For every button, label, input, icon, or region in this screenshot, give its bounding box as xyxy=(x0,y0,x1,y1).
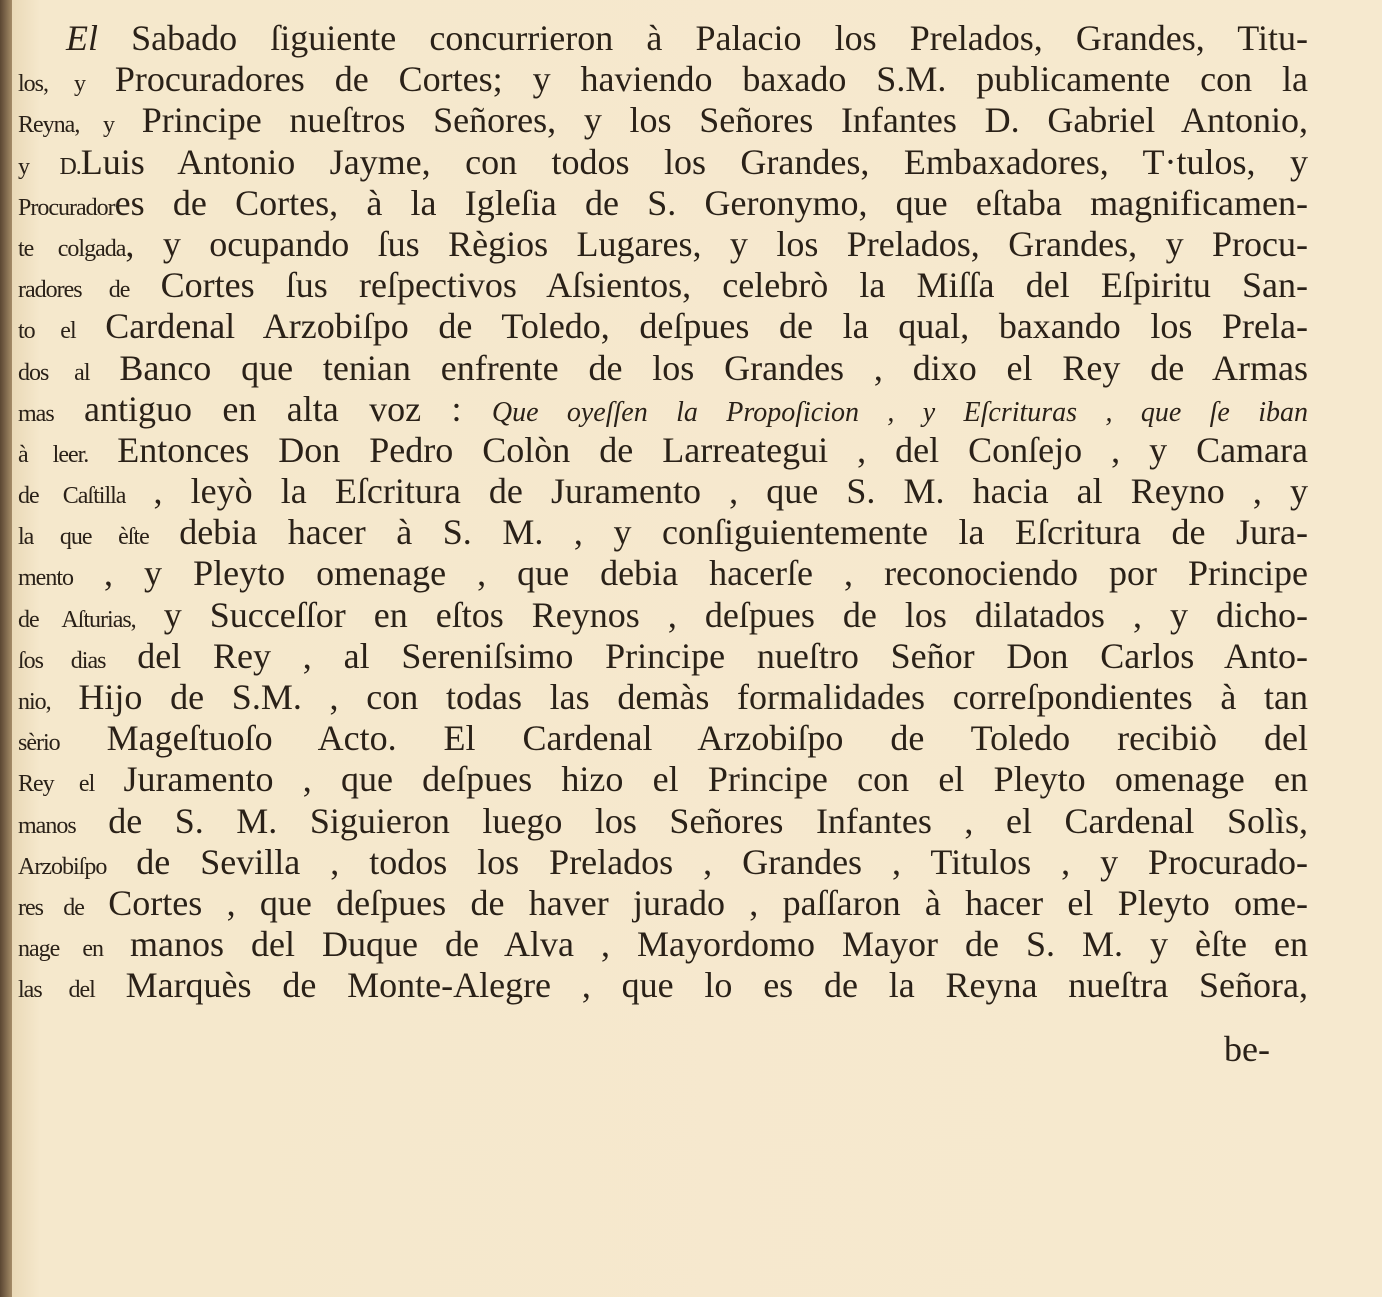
line-start: radores de xyxy=(18,277,130,304)
line-start: manos xyxy=(18,812,76,839)
line-body: Sabado ſiguiente concurrieron à Palacio los Prelados, Grandes, Titu- xyxy=(98,18,1308,58)
line-body: de S. M. Siguieron luego los Señores Infantes , el Cardenal Solìs, xyxy=(75,800,1308,841)
line-start: Arzobiſpo xyxy=(18,853,107,880)
text-line xyxy=(18,18,1308,59)
line-body: Cortes , que deſpues de haver jurado , paſſaron à hacer el Pleyto ome- xyxy=(83,882,1308,923)
text-line xyxy=(18,718,1308,759)
line-start: dos al xyxy=(18,359,90,386)
line-start: la que èſte xyxy=(18,524,149,551)
text-line xyxy=(18,224,1308,265)
line-start: Reyna, y xyxy=(18,112,115,139)
text-line xyxy=(18,801,1308,842)
line-start: nio, xyxy=(18,689,51,715)
catchword: be- xyxy=(1224,1028,1270,1069)
line-body: Entonces Don Pedro Colòn de Larreategui , del Conſejo , y Camara xyxy=(88,429,1308,470)
line-body: Marquès de Monte-Alegre , que lo es de la Reyna nueſtra Señora, xyxy=(94,965,1308,1006)
text-line xyxy=(18,636,1308,677)
italic-text: El xyxy=(66,18,98,58)
line-body: antiguo en alta voz : xyxy=(53,388,492,429)
line-body: debia hacer à S. M. , y conſiguientemente la Eſcritura de Jura- xyxy=(148,512,1308,553)
page-text-block xyxy=(18,18,1308,1007)
line-start: res de xyxy=(18,894,84,921)
text-line xyxy=(18,842,1308,883)
text-line xyxy=(18,595,1308,636)
line-body: de Sevilla , todos los Prelados , Grandes , Titulos , y Procurado- xyxy=(106,841,1308,882)
text-line xyxy=(18,677,1308,718)
text-line xyxy=(18,512,1308,553)
catchword-row xyxy=(18,1029,1308,1070)
line-start: de Caſtilla xyxy=(18,483,126,510)
line-start: Rey el xyxy=(18,771,95,798)
text-line xyxy=(18,430,1308,471)
line-body: manos del Duque de Alva , Mayordomo Mayor de S. M. y èſte en xyxy=(102,924,1308,965)
text-line xyxy=(18,306,1308,347)
line-start: to el xyxy=(18,318,76,345)
line-body: Hijo de S.M. , con todas las demàs formalidades correſpondientes à tan xyxy=(50,677,1308,717)
text-line xyxy=(18,100,1308,141)
line-start: y D. xyxy=(18,153,81,180)
line-body: es de Cortes, à la Igleſia de S. Geronymo, que eſtaba magnificamen- xyxy=(114,182,1308,223)
line-start: ſos dias xyxy=(18,647,106,674)
line-body: Juramento , que deſpues hizo el Principe con el Pleyto omenage en xyxy=(94,759,1308,800)
text-line xyxy=(18,142,1308,183)
line-start: sèrio xyxy=(18,730,60,757)
text-line xyxy=(18,59,1308,100)
line-body: , leyò la Eſcritura de Juramento , que S. M. hacia al Reyno , y xyxy=(125,471,1308,512)
text-line xyxy=(18,924,1308,965)
text-line xyxy=(18,389,1308,430)
text-line xyxy=(18,471,1308,512)
text-line xyxy=(18,553,1308,594)
line-start: los, y xyxy=(18,71,85,98)
line-body: del Rey , al Sereniſsimo Principe nueſtro Señor Don Carlos Anto- xyxy=(105,635,1308,676)
line-body: , y ocupando ſus Règios Lugares, y los Prelados, Grandes, y Procu- xyxy=(125,223,1308,264)
line-body: Mageſtuoſo Acto. El Cardenal Arzobiſpo de Toledo recibiò del xyxy=(59,718,1308,759)
line-body: Principe nueſtros Señores, y los Señores Infantes D. Gabriel Antonio, xyxy=(114,100,1308,141)
text-line xyxy=(18,883,1308,924)
line-start: de Aſturias, xyxy=(18,606,136,633)
line-body: Cortes ſus reſpectivos Aſsientos, celebrò la Miſſa del Eſpiritu San- xyxy=(129,265,1308,306)
line-body: Procuradores de Cortes; y haviendo baxado S.M. publicamente con la xyxy=(84,59,1308,100)
text-line xyxy=(18,965,1308,1006)
line-body: Cardenal Arzobiſpo de Toledo, deſpues de la qual, baxando los Prela- xyxy=(75,306,1308,347)
text-line xyxy=(18,183,1308,224)
text-line xyxy=(18,348,1308,389)
line-start: te colgada xyxy=(18,235,126,262)
line-start: mento xyxy=(18,565,73,592)
line-start: mas xyxy=(18,400,54,427)
line-start: las del xyxy=(18,977,95,1004)
text-line xyxy=(18,759,1308,800)
line-body: y Succeſſor en eſtos Reynos , deſpues de los dilatados , y dicho- xyxy=(135,594,1308,635)
line-start: nage en xyxy=(18,936,103,963)
line-body: , y Pleyto omenage , que debia hacerſe , reconociendo por Principe xyxy=(73,553,1308,594)
line-start: à leer. xyxy=(18,441,89,468)
line-body: Luis Antonio Jayme, con todos los Grandes, Embaxadores, T·tulos, y xyxy=(80,141,1308,182)
line-body: Banco que tenian enfrente de los Grandes , dixo el Rey de Armas xyxy=(89,347,1308,388)
text-line xyxy=(18,265,1308,306)
book-spine xyxy=(0,0,12,1297)
line-start: Procurador xyxy=(18,194,115,221)
italic-quote: Que oyeſſen la Propoſicion , y Eſcrituras , que ſe iban xyxy=(491,396,1308,428)
